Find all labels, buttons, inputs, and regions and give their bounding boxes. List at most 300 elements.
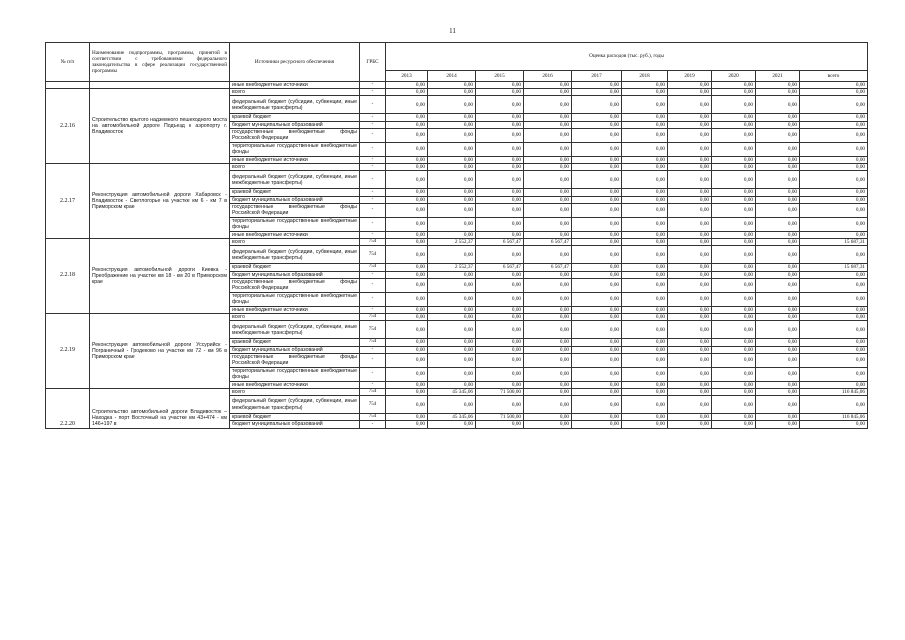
value-cell: 0,00 bbox=[712, 278, 756, 292]
value-cell: 0,00 bbox=[524, 314, 572, 321]
value-cell: 0,00 bbox=[622, 96, 668, 114]
header-year: 2013 bbox=[386, 71, 428, 82]
value-cell: 0,00 bbox=[668, 396, 712, 414]
grbs-cell: - bbox=[360, 121, 386, 128]
source-cell: государственные внебюджетные фонды Российской Федерации bbox=[230, 128, 360, 142]
value-cell: 0,00 bbox=[476, 231, 524, 238]
item-code: 2.2.17 bbox=[46, 164, 90, 239]
value-cell: 0,00 bbox=[428, 189, 476, 196]
item-name: Реконструкция автомобильной дороги Киевка - Преображение на участке км 18 - км 20 в Приморском крае bbox=[90, 239, 230, 314]
value-cell: 0,00 bbox=[476, 114, 524, 121]
value-cell: 0,00 bbox=[756, 203, 800, 217]
value-cell: 0,00 bbox=[712, 196, 756, 203]
grbs-cell: - bbox=[360, 114, 386, 121]
source-cell: федеральный бюджет (субсидии, субвенции, иные межбюджетные трансферты) bbox=[230, 96, 360, 114]
value-cell: 0,00 bbox=[524, 388, 572, 395]
value-cell: 0,00 bbox=[524, 271, 572, 278]
table-row bbox=[46, 82, 868, 89]
value-cell: 0,00 bbox=[428, 114, 476, 121]
value-cell: 0,00 bbox=[622, 196, 668, 203]
value-cell: 0,00 bbox=[712, 142, 756, 156]
value-cell: 0,00 bbox=[572, 321, 622, 339]
value-cell: 0,00 bbox=[622, 306, 668, 313]
value-cell: 0,00 bbox=[428, 128, 476, 142]
value-cell: 0,00 bbox=[712, 271, 756, 278]
value-cell: 0,00 bbox=[572, 89, 622, 96]
value-cell: 0,00 bbox=[572, 239, 622, 246]
grbs-cell: 754 bbox=[360, 239, 386, 246]
value-cell: 0,00 bbox=[386, 346, 428, 353]
value-cell: 0,00 bbox=[712, 292, 756, 306]
value-cell: 0,00 bbox=[756, 421, 800, 428]
value-cell: 0,00 bbox=[476, 246, 524, 264]
value-cell: 0,00 bbox=[756, 306, 800, 313]
value-cell: 0,00 bbox=[386, 246, 428, 264]
value-cell: 0,00 bbox=[572, 278, 622, 292]
header-year: 2014 bbox=[428, 71, 476, 82]
value-cell: 0,00 bbox=[524, 367, 572, 381]
value-cell: 0,00 bbox=[428, 339, 476, 346]
value-cell: 0,00 bbox=[800, 321, 868, 339]
value-cell: 0,00 bbox=[668, 381, 712, 388]
value-cell: 0,00 bbox=[712, 353, 756, 367]
value-cell: 0,00 bbox=[428, 164, 476, 171]
value-cell: 0,00 bbox=[800, 171, 868, 189]
value-cell: 0,00 bbox=[800, 96, 868, 114]
source-cell: иные внебюджетные источники bbox=[230, 381, 360, 388]
source-cell: всего bbox=[230, 239, 360, 246]
grbs-cell: 754 bbox=[360, 388, 386, 395]
value-cell: 0,00 bbox=[800, 421, 868, 428]
grbs-cell: - bbox=[360, 189, 386, 196]
value-cell: 0,00 bbox=[572, 271, 622, 278]
value-cell: 0,00 bbox=[668, 196, 712, 203]
value-cell: 0,00 bbox=[476, 171, 524, 189]
value-cell: 0,00 bbox=[756, 96, 800, 114]
value-cell: 0,00 bbox=[476, 353, 524, 367]
value-cell: 0,00 bbox=[386, 321, 428, 339]
value-cell: 0,00 bbox=[428, 203, 476, 217]
item-name: Реконструкция автомобильной дороги Уссурийск - Пограничный - Гродеково на участке км 72 - км 96 в Приморском крае bbox=[90, 314, 230, 389]
grbs-cell: - bbox=[360, 353, 386, 367]
item-name: Реконструкция автомобильной дороги Хабаровск - Владивосток - Светлогорье на участке км 6 - км 7 в Приморском крае bbox=[90, 164, 230, 239]
value-cell: 0,00 bbox=[712, 388, 756, 395]
value-cell: 71 500,00 bbox=[476, 414, 524, 421]
value-cell: 0,00 bbox=[800, 306, 868, 313]
value-cell: 0,00 bbox=[756, 292, 800, 306]
value-cell: 0,00 bbox=[572, 414, 622, 421]
value-cell: 0,00 bbox=[476, 189, 524, 196]
value-cell: 0,00 bbox=[712, 246, 756, 264]
value-cell: 0,00 bbox=[428, 89, 476, 96]
grbs-cell: 754 bbox=[360, 264, 386, 271]
value-cell: 0,00 bbox=[386, 414, 428, 421]
value-cell: 0,00 bbox=[668, 156, 712, 163]
grbs-cell: - bbox=[360, 421, 386, 428]
grbs-cell: - bbox=[360, 89, 386, 96]
header-year: 2015 bbox=[476, 71, 524, 82]
value-cell: 0,00 bbox=[668, 346, 712, 353]
value-cell: 0,00 bbox=[622, 278, 668, 292]
header-year: всего bbox=[800, 71, 868, 82]
value-cell: 0,00 bbox=[800, 381, 868, 388]
value-cell: 0,00 bbox=[756, 231, 800, 238]
value-cell: 116 845,06 bbox=[800, 414, 868, 421]
value-cell: 0,00 bbox=[476, 164, 524, 171]
value-cell: 0,00 bbox=[712, 346, 756, 353]
value-cell: 0,00 bbox=[622, 203, 668, 217]
value-cell: 0,00 bbox=[800, 189, 868, 196]
source-cell: краевой бюджет bbox=[230, 114, 360, 121]
value-cell: 0,00 bbox=[668, 278, 712, 292]
header-grbs: ГРБС bbox=[360, 43, 386, 82]
value-cell: 0,00 bbox=[756, 321, 800, 339]
source-cell: федеральный бюджет (субсидии, субвенции, иные межбюджетные трансферты) bbox=[230, 321, 360, 339]
source-cell: бюджет муниципальных образований bbox=[230, 271, 360, 278]
name-cell-empty bbox=[90, 82, 230, 89]
value-cell: 0,00 bbox=[800, 82, 868, 89]
value-cell: 0,00 bbox=[712, 421, 756, 428]
value-cell: 0,00 bbox=[428, 278, 476, 292]
value-cell: 0,00 bbox=[386, 89, 428, 96]
source-cell: краевой бюджет bbox=[230, 264, 360, 271]
value-cell: 0,00 bbox=[428, 381, 476, 388]
source-cell: краевой бюджет bbox=[230, 414, 360, 421]
item-name: Строительство крытого надземного пешеходного моста на автомобильной дороге Подъезд к аэропорту г. Владивосток bbox=[90, 89, 230, 164]
value-cell: 0,00 bbox=[622, 142, 668, 156]
value-cell: 0,00 bbox=[428, 396, 476, 414]
value-cell: 0,00 bbox=[756, 246, 800, 264]
value-cell: 0,00 bbox=[668, 321, 712, 339]
value-cell: 0,00 bbox=[712, 381, 756, 388]
value-cell: 0,00 bbox=[712, 264, 756, 271]
value-cell: 0,00 bbox=[524, 346, 572, 353]
source-cell: краевой бюджет bbox=[230, 339, 360, 346]
value-cell: 0,00 bbox=[572, 339, 622, 346]
value-cell: 0,00 bbox=[712, 321, 756, 339]
value-cell: 0,00 bbox=[756, 128, 800, 142]
value-cell: 0,00 bbox=[712, 217, 756, 231]
value-cell: 0,00 bbox=[476, 217, 524, 231]
value-cell: 0,00 bbox=[476, 278, 524, 292]
value-cell: 0,00 bbox=[428, 121, 476, 128]
item-code: 2.2.19 bbox=[46, 314, 90, 389]
value-cell: 0,00 bbox=[386, 292, 428, 306]
value-cell: 0,00 bbox=[572, 217, 622, 231]
source-cell: краевой бюджет bbox=[230, 189, 360, 196]
value-cell: 0,00 bbox=[386, 271, 428, 278]
grbs-cell: - bbox=[360, 203, 386, 217]
value-cell: 0,00 bbox=[428, 142, 476, 156]
header-num: № п/п bbox=[46, 43, 90, 82]
source-cell: всего bbox=[230, 89, 360, 96]
value-cell: 0,00 bbox=[524, 203, 572, 217]
value-cell: 0,00 bbox=[428, 306, 476, 313]
value-cell: 0,00 bbox=[712, 82, 756, 89]
source-cell: бюджет муниципальных образований bbox=[230, 121, 360, 128]
value-cell: 0,00 bbox=[756, 346, 800, 353]
value-cell: 0,00 bbox=[622, 339, 668, 346]
value-cell: 0,00 bbox=[622, 156, 668, 163]
value-cell: 0,00 bbox=[800, 246, 868, 264]
value-cell: 0,00 bbox=[476, 82, 524, 89]
value-cell: 0,00 bbox=[572, 353, 622, 367]
value-cell: 0,00 bbox=[428, 96, 476, 114]
value-cell: 0,00 bbox=[476, 121, 524, 128]
value-cell: 0,00 bbox=[622, 246, 668, 264]
header-year: 2016 bbox=[524, 71, 572, 82]
value-cell: 0,00 bbox=[756, 89, 800, 96]
value-cell: 0,00 bbox=[476, 142, 524, 156]
value-cell: 0,00 bbox=[476, 196, 524, 203]
source-cell: иные внебюджетные источники bbox=[230, 82, 360, 89]
value-cell: 0,00 bbox=[668, 203, 712, 217]
value-cell: 0,00 bbox=[386, 353, 428, 367]
value-cell: 0,00 bbox=[476, 96, 524, 114]
value-cell: 0,00 bbox=[386, 82, 428, 89]
value-cell: 0,00 bbox=[668, 82, 712, 89]
grbs-cell: - bbox=[360, 292, 386, 306]
value-cell: 0,00 bbox=[524, 89, 572, 96]
value-cell: 0,00 bbox=[524, 353, 572, 367]
table-row bbox=[46, 164, 868, 171]
value-cell: 0,00 bbox=[622, 314, 668, 321]
value-cell: 0,00 bbox=[428, 292, 476, 306]
value-cell: 0,00 bbox=[428, 421, 476, 428]
value-cell: 0,00 bbox=[756, 156, 800, 163]
header-source: Источники ресурсного обеспечения bbox=[230, 43, 360, 82]
grbs-cell: 754 bbox=[360, 321, 386, 339]
value-cell: 0,00 bbox=[572, 164, 622, 171]
source-cell: бюджет муниципальных образований bbox=[230, 196, 360, 203]
value-cell: 0,00 bbox=[756, 271, 800, 278]
value-cell: 0,00 bbox=[712, 96, 756, 114]
value-cell: 0,00 bbox=[622, 264, 668, 271]
value-cell: 0,00 bbox=[800, 196, 868, 203]
value-cell: 0,00 bbox=[800, 271, 868, 278]
source-cell: территориальные государственные внебюджетные фонды bbox=[230, 217, 360, 231]
value-cell: 0,00 bbox=[572, 314, 622, 321]
grbs-cell: - bbox=[360, 164, 386, 171]
header-year: 2017 bbox=[572, 71, 622, 82]
value-cell: 0,00 bbox=[622, 353, 668, 367]
grbs-cell: - bbox=[360, 82, 386, 89]
value-cell: 0,00 bbox=[756, 239, 800, 246]
value-cell: 0,00 bbox=[386, 217, 428, 231]
value-cell: 6 567,47 bbox=[524, 239, 572, 246]
value-cell: 0,00 bbox=[428, 171, 476, 189]
value-cell: 0,00 bbox=[622, 121, 668, 128]
source-cell: иные внебюджетные источники bbox=[230, 306, 360, 313]
source-cell: территориальные государственные внебюджетные фонды bbox=[230, 142, 360, 156]
value-cell: 0,00 bbox=[524, 292, 572, 306]
header-year: 2020 bbox=[712, 71, 756, 82]
value-cell: 0,00 bbox=[668, 414, 712, 421]
value-cell: 0,00 bbox=[428, 271, 476, 278]
value-cell: 0,00 bbox=[572, 246, 622, 264]
value-cell: 0,00 bbox=[668, 142, 712, 156]
value-cell: 0,00 bbox=[524, 414, 572, 421]
value-cell: 0,00 bbox=[668, 339, 712, 346]
source-cell: территориальные государственные внебюджетные фонды bbox=[230, 292, 360, 306]
value-cell: 0,00 bbox=[524, 421, 572, 428]
value-cell: 0,00 bbox=[712, 396, 756, 414]
value-cell: 0,00 bbox=[756, 314, 800, 321]
value-cell: 0,00 bbox=[668, 171, 712, 189]
grbs-cell: - bbox=[360, 96, 386, 114]
value-cell: 0,00 bbox=[386, 114, 428, 121]
value-cell: 0,00 bbox=[524, 156, 572, 163]
value-cell: 0,00 bbox=[524, 381, 572, 388]
value-cell: 0,00 bbox=[476, 156, 524, 163]
grbs-cell: - bbox=[360, 306, 386, 313]
cost-table bbox=[45, 42, 868, 429]
value-cell: 0,00 bbox=[712, 239, 756, 246]
value-cell: 0,00 bbox=[668, 306, 712, 313]
grbs-cell: - bbox=[360, 278, 386, 292]
value-cell: 0,00 bbox=[386, 142, 428, 156]
value-cell: 15 687,31 bbox=[800, 239, 868, 246]
value-cell: 0,00 bbox=[386, 381, 428, 388]
value-cell: 0,00 bbox=[756, 278, 800, 292]
value-cell: 0,00 bbox=[800, 128, 868, 142]
value-cell: 0,00 bbox=[524, 128, 572, 142]
value-cell: 0,00 bbox=[756, 142, 800, 156]
value-cell: 0,00 bbox=[756, 367, 800, 381]
value-cell: 0,00 bbox=[622, 82, 668, 89]
value-cell: 0,00 bbox=[756, 388, 800, 395]
grbs-cell: - bbox=[360, 271, 386, 278]
page-number: 11 bbox=[449, 27, 456, 35]
table-row bbox=[46, 89, 868, 96]
value-cell: 0,00 bbox=[712, 367, 756, 381]
source-cell: бюджет муниципальных образований bbox=[230, 346, 360, 353]
grbs-cell: - bbox=[360, 346, 386, 353]
source-cell: государственные внебюджетные фонды Российской Федерации bbox=[230, 353, 360, 367]
value-cell: 0,00 bbox=[476, 314, 524, 321]
value-cell: 0,00 bbox=[712, 171, 756, 189]
value-cell: 0,00 bbox=[572, 388, 622, 395]
value-cell: 0,00 bbox=[712, 164, 756, 171]
value-cell: 0,00 bbox=[756, 381, 800, 388]
value-cell: 0,00 bbox=[572, 142, 622, 156]
item-code: 2.2.20 bbox=[46, 388, 90, 428]
value-cell: 0,00 bbox=[476, 128, 524, 142]
value-cell: 0,00 bbox=[668, 353, 712, 367]
value-cell: 0,00 bbox=[476, 367, 524, 381]
value-cell: 0,00 bbox=[386, 396, 428, 414]
source-cell: иные внебюджетные источники bbox=[230, 231, 360, 238]
value-cell: 0,00 bbox=[668, 164, 712, 171]
value-cell: 2 552,37 bbox=[428, 264, 476, 271]
value-cell: 0,00 bbox=[622, 421, 668, 428]
value-cell: 0,00 bbox=[476, 89, 524, 96]
value-cell: 0,00 bbox=[386, 164, 428, 171]
value-cell: 0,00 bbox=[524, 306, 572, 313]
value-cell: 0,00 bbox=[476, 203, 524, 217]
value-cell: 0,00 bbox=[712, 189, 756, 196]
value-cell: 0,00 bbox=[572, 196, 622, 203]
value-cell: 45 345,06 bbox=[428, 388, 476, 395]
value-cell: 0,00 bbox=[572, 82, 622, 89]
source-cell: всего bbox=[230, 388, 360, 395]
value-cell: 0,00 bbox=[476, 339, 524, 346]
value-cell: 6 567,47 bbox=[524, 264, 572, 271]
header-year: 2019 bbox=[668, 71, 712, 82]
value-cell: 0,00 bbox=[712, 306, 756, 313]
value-cell: 0,00 bbox=[428, 321, 476, 339]
value-cell: 0,00 bbox=[572, 156, 622, 163]
value-cell: 0,00 bbox=[524, 121, 572, 128]
value-cell: 0,00 bbox=[386, 231, 428, 238]
value-cell: 0,00 bbox=[524, 321, 572, 339]
value-cell: 0,00 bbox=[428, 346, 476, 353]
value-cell: 0,00 bbox=[668, 89, 712, 96]
value-cell: 0,00 bbox=[800, 142, 868, 156]
value-cell: 0,00 bbox=[712, 231, 756, 238]
value-cell: 0,00 bbox=[524, 278, 572, 292]
value-cell: 0,00 bbox=[386, 128, 428, 142]
source-cell: иные внебюджетные источники bbox=[230, 156, 360, 163]
grbs-cell: - bbox=[360, 367, 386, 381]
value-cell: 0,00 bbox=[668, 246, 712, 264]
value-cell: 0,00 bbox=[668, 128, 712, 142]
value-cell: 0,00 bbox=[572, 203, 622, 217]
value-cell: 0,00 bbox=[622, 388, 668, 395]
value-cell: 0,00 bbox=[572, 114, 622, 121]
value-cell: 0,00 bbox=[386, 121, 428, 128]
item-code: 2.2.18 bbox=[46, 239, 90, 314]
value-cell: 0,00 bbox=[668, 114, 712, 121]
value-cell: 0,00 bbox=[800, 231, 868, 238]
value-cell: 0,00 bbox=[800, 121, 868, 128]
value-cell: 0,00 bbox=[428, 217, 476, 231]
value-cell: 0,00 bbox=[668, 421, 712, 428]
value-cell: 0,00 bbox=[756, 396, 800, 414]
value-cell: 0,00 bbox=[800, 346, 868, 353]
value-cell: 0,00 bbox=[756, 121, 800, 128]
value-cell: 0,00 bbox=[524, 114, 572, 121]
value-cell: 0,00 bbox=[668, 367, 712, 381]
value-cell: 0,00 bbox=[622, 189, 668, 196]
value-cell: 0,00 bbox=[524, 96, 572, 114]
value-cell: 0,00 bbox=[800, 367, 868, 381]
value-cell: 15 687,31 bbox=[800, 264, 868, 271]
table-row bbox=[46, 388, 868, 395]
value-cell: 0,00 bbox=[668, 189, 712, 196]
value-cell: 0,00 bbox=[386, 339, 428, 346]
value-cell: 0,00 bbox=[386, 264, 428, 271]
value-cell: 0,00 bbox=[572, 231, 622, 238]
grbs-cell: 754 bbox=[360, 314, 386, 321]
value-cell: 0,00 bbox=[572, 96, 622, 114]
value-cell: 0,00 bbox=[428, 246, 476, 264]
header-year: 2021 bbox=[756, 71, 800, 82]
value-cell: 0,00 bbox=[386, 306, 428, 313]
value-cell: 0,00 bbox=[524, 164, 572, 171]
source-cell: территориальные государственные внебюджетные фонды bbox=[230, 367, 360, 381]
value-cell: 0,00 bbox=[756, 164, 800, 171]
value-cell: 0,00 bbox=[668, 314, 712, 321]
value-cell: 0,00 bbox=[756, 114, 800, 121]
grbs-cell: - bbox=[360, 156, 386, 163]
value-cell: 0,00 bbox=[428, 367, 476, 381]
value-cell: 0,00 bbox=[428, 82, 476, 89]
value-cell: 0,00 bbox=[386, 203, 428, 217]
value-cell: 0,00 bbox=[572, 396, 622, 414]
value-cell: 0,00 bbox=[622, 381, 668, 388]
value-cell: 0,00 bbox=[428, 353, 476, 367]
